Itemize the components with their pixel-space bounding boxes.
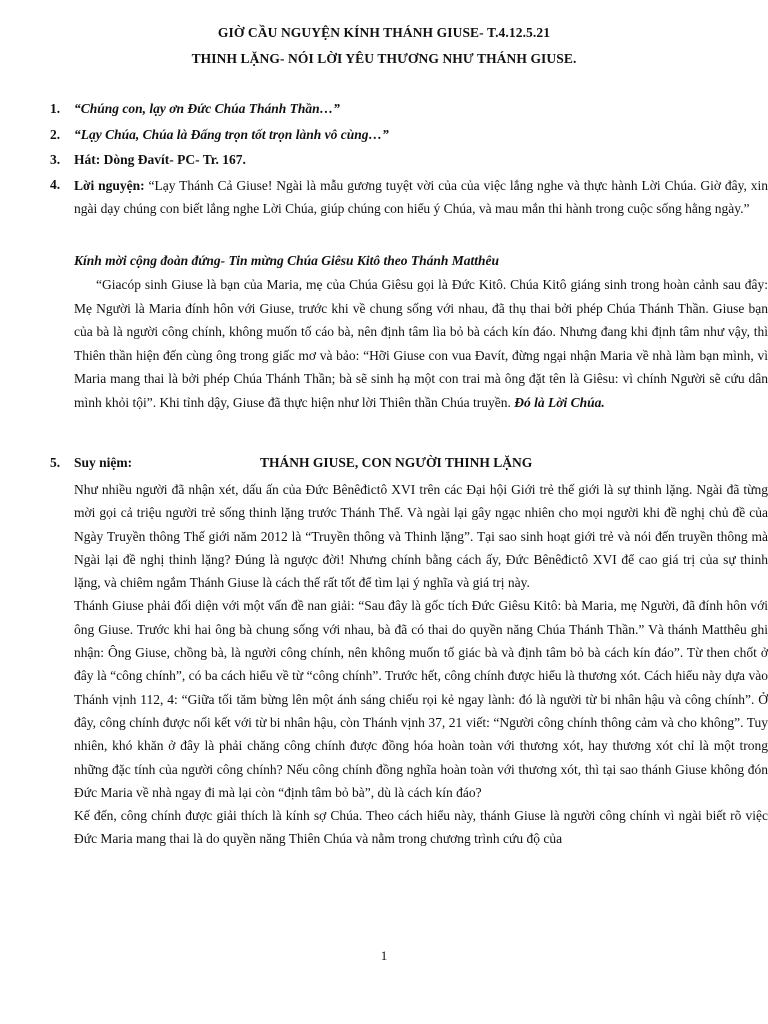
reflection-label: Suy niệm:: [74, 455, 133, 470]
reflection-paragraph: Kế đến, công chính được giải thích là kính sợ Chúa. Theo cách hiểu này, thánh Giuse là người công chính vì ngài biết rõ việc Đức Maria mang thai là do quyền năng Thiên Chúa và nằm trong chương trình cứu độ của: [74, 808, 768, 847]
reflection-paragraph: Thánh Giuse phải đối diện với một vấn đề nan giải: “Sau đây là gốc tích Đức Giêsu Kitô: bà Maria, mẹ Người, đã đính hôn với ông Giuse. Trước khi hai ông bà chung sống với nhau, bà đã có thai do quyền năng Chúa Thánh Thần.” Và thánh Matthêu ghi nhận: Ông Giuse, chồng bà, là người công chính, nên không muốn tố giác bà và định tâm bỏ bà cách kín đáo”. Từ then chốt ở đây là “công chính”, có ba cách hiểu về từ “công chính”. Trước hết, công chính được hiểu là thương xót. Cách hiểu này dựa vào Thánh vịnh 112, 4: “Giữa tối tăm bừng lên một ánh sáng chiếu rọi kẻ ngay lành: đó là người từ bi nhân hậu và công chính”. Ở đây, công chính được nối kết với từ bi nhân hậu, còn Thánh vịnh 37, 21 viết: “Người công chính thông cảm và cho không”. Tuy nhiên, khó khăn ở đây là phải chăng công chính được đồng hóa hoàn toàn với thương xót, hay thương xót chỉ là một trong những đặc tính của người công chính? Nếu công chính đồng nghĩa hoàn toàn với thương xót, thì tại sao thánh Giuse không đón Đức Maria về nhà ngay đi mà lại còn “định tâm bỏ bà”, dù là cách kín đáo?: [74, 598, 768, 800]
item-number: 1.: [50, 101, 61, 116]
item-number: 2.: [50, 127, 61, 142]
page-subtitle: THINH LẶNG- NÓI LỜI YÊU THƯƠNG NHƯ THÁNH GIUSE.: [191, 51, 577, 66]
prayer-paragraph: [74, 175, 768, 220]
gospel-closing: Đó là Lời Chúa.: [514, 394, 605, 410]
reflection-body: [74, 478, 768, 851]
prayer-text: “Lạy Thánh Cả Giuse! Ngài là mẫu gương tuyệt vời của của việc lắng nghe và thực hành Lời Chúa. Giờ đây, xin ngài dạy chúng con biết lắng nghe Lời Chúa, giúp chúng con hiểu ý Chúa, và mau mắn thi hành trong cuộc sống hằng ngày.”: [74, 178, 768, 216]
item-text: Hát: Dòng Đavít- PC- Tr. 167.: [74, 152, 246, 167]
item-number: 5.: [50, 455, 61, 470]
prayer-label: Lời nguyện:: [74, 178, 145, 193]
reflection-heading: THÁNH GIUSE, CON NGƯỜI THINH LẶNG: [260, 455, 533, 470]
page-title: GIỜ CẦU NGUYỆN KÍNH THÁNH GIUSE- T.4.12.5.21: [217, 25, 551, 40]
item-text: “Chúng con, lạy ơn Đức Chúa Thánh Thần…”: [74, 101, 340, 116]
item-text: “Lạy Chúa, Chúa là Đấng trọn tốt trọn lành vô cùng…”: [74, 127, 389, 142]
reflection-paragraph: Như nhiều người đã nhận xét, dấu ấn của Đức Bênêđictô XVI trên các Đại hội Giới trẻ thế giới là sự thinh lặng. Ngài đã từng mời gọi cả triệu người trẻ sống thinh lặng trước Thánh Thể. Và ngài lại gây ngạc nhiên cho mọi người khi đề nghị chủ đề của Ngày Truyền thông Thế giới năm 2012 là “Truyền thông và Thinh lặng”. Tại sao sinh hoạt giới trẻ và nói đến truyền thông mà Ngài lại đề nghị thinh lặng? Đúng là ngược đời! Nhưng chính bằng cách ấy, Đức Bênêđictô XVI để cao giá trị của sự thinh lặng, và chiêm ngắm Thánh Giuse là cách thế rất tốt để tìm lại ý nghĩa và giá trị này.: [74, 482, 768, 591]
item-number: 3.: [50, 152, 61, 167]
page-number: 1: [380, 948, 388, 963]
gospel-text: “Giacóp sinh Giuse là bạn của Maria, mẹ của Chúa Giêsu gọi là Đức Kitô. Chúa Kitô giáng sinh trong hoàn cảnh sau đây: Mẹ Người là Maria đính hôn với Giuse, trước khi về chung sống với nhau, đã thụ thai bởi phép Chúa Thánh Thần. Giuse bạn của bà là người công chính, không muốn tố cáo bà, nên định tâm lìa bỏ bà cách kín đáo. Nhưng đang khi định tâm như vậy, thì Thiên thần hiện đến cùng ông trong giấc mơ và bảo: “Hỡi Giuse con vua Đavít, đừng ngại nhận Maria về nhà làm bạn mình, vì Maria mang thai là bởi phép Chúa Thánh Thần; bà sẽ sinh hạ một con trai mà ông đặt tên là Giêsu: vì chính Người sẽ cứu dân mình khỏi tội”. Khi tỉnh dậy, Giuse đã thực hiện như lời Thiên thần Chúa truyền.: [74, 277, 768, 410]
gospel-paragraph: [74, 273, 768, 415]
gospel-heading: Kính mời cộng đoàn đứng- Tin mừng Chúa Giêsu Kitô theo Thánh Matthêu: [74, 253, 500, 268]
item-number: 4.: [50, 177, 61, 192]
